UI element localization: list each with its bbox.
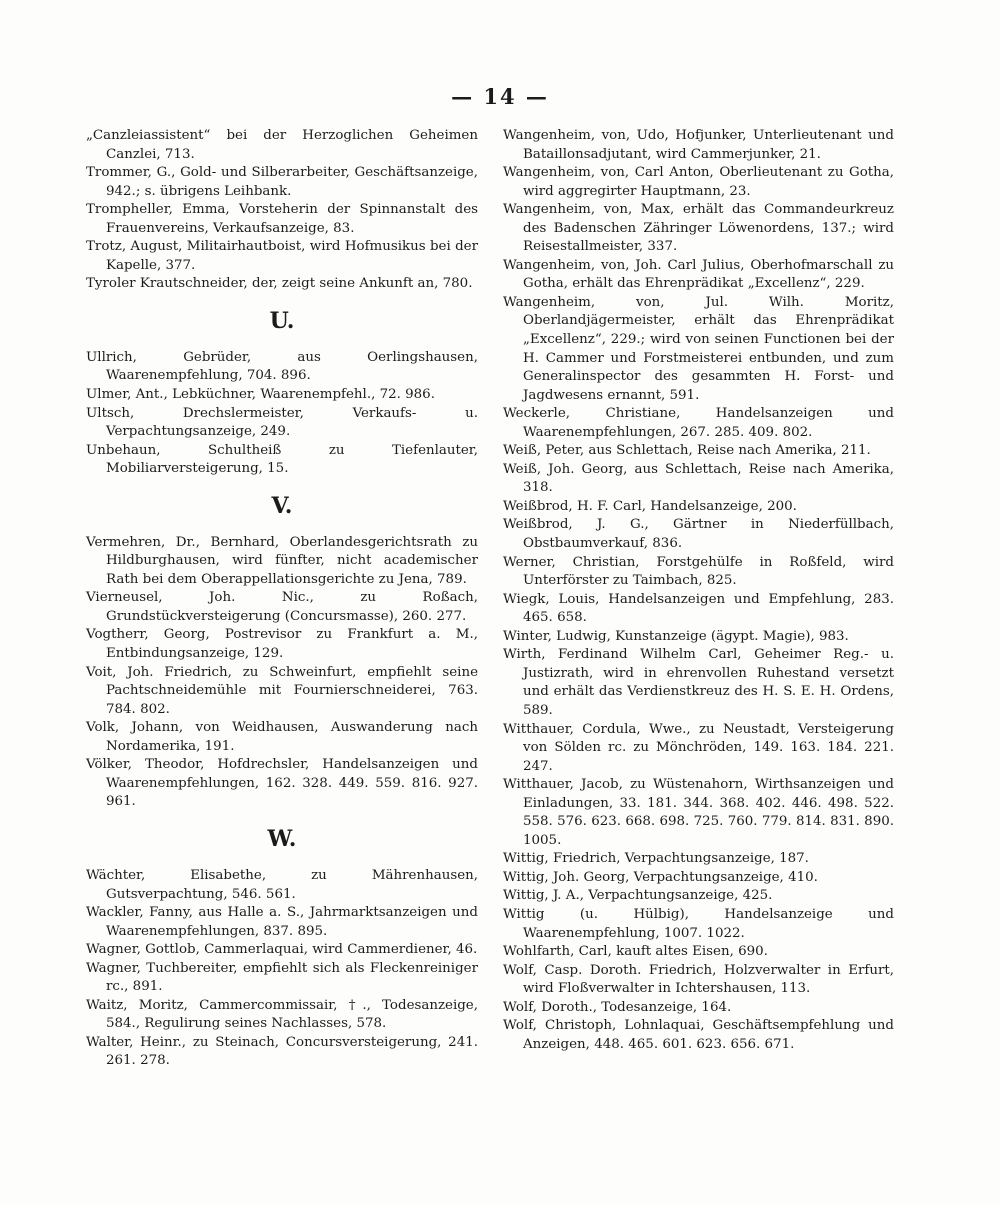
index-entry: Ullrich, Gebrüder, aus Oerlingshausen, Waarenempfehlung, 704. 896. — [86, 349, 478, 384]
index-entry: Trompheller, Emma, Vorsteherin der Spinnanstalt des Frauenvereins, Verkaufsanzeige, 83. — [86, 202, 478, 236]
index-entry: Trommer, G., Gold- und Silberarbeiter, Geschäftsanzeige, 942.; s. übrigens Leihbank. — [86, 165, 478, 199]
index-entry: „Canzleiassistent“ bei der Herzoglichen Geheimen Canzlei, 713. — [86, 128, 478, 162]
index-entry: Ulmer, Ant., Lebküchner, Waarenempfehl., 72. 986. — [86, 387, 435, 403]
index-entry: Waitz, Moritz, Cammercommissair, †., Todesanzeige, 584., Regulirung seines Nachlasses, 578. — [86, 997, 478, 1032]
index-entry: Wagner, Gottlob, Cammerlaquai, wird Cammerdiener, 46. — [86, 942, 478, 958]
index-entry: Weiß, Peter, aus Schlettach, Reise nach Amerika, 211. — [503, 443, 871, 459]
index-entry: Volk, Johann, von Weidhausen, Auswanderung nach Nordamerika, 191. — [86, 720, 478, 754]
index-entry: Weißbrod, H. F. Carl, Handelsanzeige, 200. — [503, 498, 797, 514]
index-entry: Wittig, J. A., Verpachtungsanzeige, 425. — [503, 888, 773, 904]
index-entry: Wagner, Tuchbereiter, empfiehlt sich als Fleckenreiniger rc., 891. — [86, 960, 478, 995]
index-entry: Wittig, Friedrich, Verpachtungsanzeige, 187. — [503, 851, 809, 867]
index-entry: Weiß, Joh. Georg, aus Schlettach, Reise nach Amerika, 318. — [503, 461, 894, 496]
index-entry: Wangenheim, von, Joh. Carl Julius, Oberhofmarschall zu Gotha, erhält das Ehrenprädikat „Excellenz“, 229. — [503, 257, 894, 292]
index-entry: Ultsch, Drechslermeister, Verkaufs- u. Verpachtungsanzeige, 249. — [86, 405, 478, 440]
index-entry: Winter, Ludwig, Kunstanzeige (ägypt. Magie), 983. — [503, 628, 849, 644]
index-entry: Wiegk, Louis, Handelsanzeigen und Empfehlung, 283. 465. 658. — [503, 591, 894, 626]
index-entry: Witthauer, Jacob, zu Wüstenahorn, Wirthsanzeigen und Einladungen, 33. 181. 344. 368. 402. 446. 498. 522. 558. 576. 623. 668. 698. 725. 760. 779. 814. 831. 890. 1005. — [503, 777, 894, 848]
left-column — [86, 127, 478, 1071]
index-entry: Vogtherr, Georg, Postrevisor zu Frankfurt a. M., Entbindungsanzeige, 129. — [86, 627, 478, 662]
index-entry: Wangenheim, von, Udo, Hofjunker, Unterlieutenant und Bataillonsadjutant, wird Cammerjunker, 21. — [503, 128, 894, 162]
index-entry: Wangenheim, von, Carl Anton, Oberlieutenant zu Gotha, wird aggregirter Hauptmann, 23. — [503, 165, 894, 199]
index-entry: Weckerle, Christiane, Handelsanzeigen und Waarenempfehlungen, 267. 285. 409. 802. — [503, 406, 894, 440]
index-entry: Wangenheim, von, Max, erhält das Commandeurkreuz des Badenschen Zähringer Löwenordens, 137.; wird Reisestallmeister, 337. — [503, 202, 894, 255]
index-entry: Unbehaun, Schultheiß zu Tiefenlauter, Mobiliarversteigerung, 15. — [86, 442, 478, 477]
index-entry: Wolf, Casp. Doroth. Friedrich, Holzverwalter in Erfurt, wird Floßverwalter in Ichtershausen, 113. — [503, 962, 894, 997]
index-entry: Wackler, Fanny, aus Halle a. S., Jahrmarktsanzeigen und Waarenempfehlungen, 837. 895. — [86, 905, 478, 939]
index-entry: Witthauer, Cordula, Wwe., zu Neustadt, Versteigerung von Sölden rc. zu Mönchröden, 149. 163. 184. 221. 247. — [503, 721, 894, 774]
index-entry: Wolf, Christoph, Lohnlaquai, Geschäftsempfehlung und Anzeigen, 448. 465. 601. 623. 656. 671. — [503, 1018, 894, 1052]
page-number: — 14 — — [451, 84, 549, 109]
index-entry: Voit, Joh. Friedrich, zu Schweinfurt, empfiehlt seine Pachtschneidemühle mit Fournierschneiderei, 763. 784. 802. — [86, 664, 478, 717]
index-entry: Walter, Heinr., zu Steinach, Concursversteigerung, 241. 261. 278. — [86, 1034, 478, 1069]
index-entry: Wächter, Elisabethe, zu Mährenhausen, Gutsverpachtung, 546. 561. — [86, 867, 478, 902]
index-entry: Wolf, Doroth., Todesanzeige, 164. — [503, 999, 732, 1015]
section-letter: W. — [267, 825, 297, 852]
index-entry: Vierneusel, Joh. Nic., zu Roßach, Grundstückversteigerung (Concursmasse), 260. 277. — [86, 590, 478, 624]
index-entry: Weißbrod, J. G., Gärtner in Niederfüllbach, Obstbaumverkauf, 836. — [503, 517, 894, 552]
index-entry: Wittig (u. Hülbig), Handelsanzeige und Waarenempfehlung, 1007. 1022. — [503, 906, 894, 941]
index-entry: Wittig, Joh. Georg, Verpachtungsanzeige, 410. — [503, 869, 818, 885]
section-letter: U. — [269, 307, 295, 334]
index-entry: Wangenheim, von, Jul. Wilh. Moritz, Oberlandjägermeister, erhält das Ehrenprädikat „Excellenz“, 229.; wird von seinen Functionen bei der H. Cammer und Forstmeisterei entbunden, und zum Generalinspector des gesammten H. Forst- und Jagdwesens ernannt, 591. — [503, 294, 894, 403]
index-entry: Trotz, August, Militairhautboist, wird Hofmusikus bei der Kapelle, 377. — [86, 239, 478, 273]
section-letter: V. — [271, 492, 293, 519]
index-entry: Tyroler Krautschneider, der, zeigt seine Ankunft an, 780. — [86, 276, 473, 292]
right-column — [503, 127, 894, 1054]
index-entry: Vermehren, Dr., Bernhard, Oberlandesgerichtsrath zu Hildburghausen, wird fünfter, nicht academischer Rath bei dem Oberappellationsgerichte zu Jena, 789. — [86, 534, 478, 587]
index-entry: Völker, Theodor, Hofdrechsler, Handelsanzeigen und Waarenempfehlungen, 162. 328. 449. 559. 816. 927. 961. — [86, 757, 478, 810]
index-entry: Wohlfarth, Carl, kauft altes Eisen, 690. — [503, 944, 768, 960]
index-entry: Werner, Christian, Forstgehülfe in Roßfeld, wird Unterförster zu Taimbach, 825. — [503, 554, 894, 589]
index-entry: Wirth, Ferdinand Wilhelm Carl, Geheimer Reg.- u. Justizrath, wird in ehrenvollen Ruhestand versetzt und erhält das Verdienstkreuz des H. S. E. H. Ordens, 589. — [503, 647, 894, 718]
